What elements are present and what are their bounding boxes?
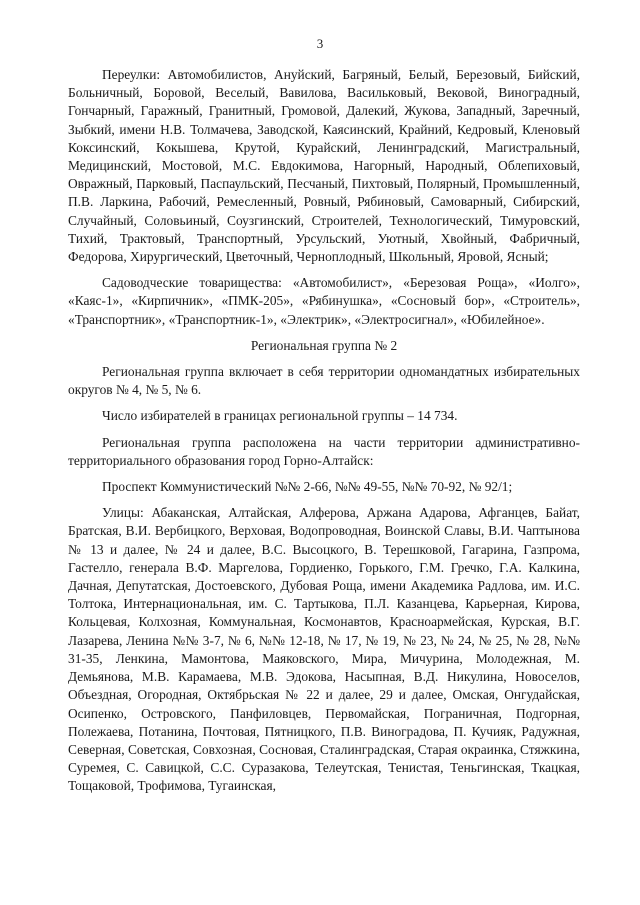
document-body: [68, 66, 580, 796]
gardens-paragraph: Садоводческие товарищества: «Автомобилист», «Березовая Роща», «Иолго», «Каяс-1», «Кирпичник», «ПМК-205», «Рябинушка», «Сосновый бор», «Строитель», «Транспортник», «Транспортник-1», «Электрик», «Электросигнал», «Юбилейное».: [68, 275, 580, 327]
streets-paragraph: Улицы: Абаканская, Алтайская, Алферова, Аржана Адарова, Афганцев, Байат, Братская, В.И. Вербицкого, Верховая, Водопроводная, Воинской Славы, В.И. Чаптынова № 13 и далее, № 24 и далее, В.С. Высоцкого, В. Терешковой, Гагарина, Газпрома, Гастелло, генерала В.Ф. Маргелова, Гордиенко, Горького, Г.М. Гречко, Г.А. Калкина, Дачная, Депутатская, Достоевского, Дубовая Роща, имени Академика Радлова, им. И.С. Толтока, Интернациональная, им. С. Тартыкова, П.Л. Казанцева, Карьерная, Кирова, Кольцевая, Колхозная, Коммунальная, Космонавтов, Красноармейская, Курская, В.Г. Лазарева, Ленина №№ 3-7, № 6, №№ 12-18, № 17, № 19, № 23, № 24, № 25, № 28, №№ 31-35, Ленкина, Мамонтова, Маяковского, Мира, Мичурина, Молодежная, М. Демьянова, М.В. Карамаева, М.В. Эдокова, Насыпная, В.Д. Никулина, Новоселов, Объездная, Огородная, Октябрьская № 22 и далее, 29 и далее, Омская, Онгудайская, Осипенко, Островского, Панфиловцев, Первомайская, Пограничная, Подгорная, Полежаева, Потанина, Почтовая, Пятницкого, П.В. Виноградова, П. Кучияк, Радужная, Северная, Советская, Совхозная, Сосновая, Сталинградская, Старая окраинка, Стяжкина, Суремея, С. Савицкой, С.С. Суразакова, Телеутская, Тенистая, Теньгинская, Ткацкая, Тощаковой, Трофимова, Тугаинская,: [68, 505, 580, 794]
group-heading: Региональная группа № 2: [250, 337, 398, 353]
voters-paragraph: Число избирателей в границах региональной группы – 14 734.: [102, 408, 458, 424]
location-paragraph: Региональная группа расположена на части территории административно-территориального образования город Горно-Алтайск:: [68, 434, 580, 468]
prospect-paragraph: Проспект Коммунистический №№ 2-66, №№ 49-55, №№ 70-92, № 92/1;: [102, 479, 513, 495]
lanes-paragraph: Переулки: Автомобилистов, Ануйский, Багряный, Белый, Березовый, Бийский, Больничный, Боровой, Веселый, Вавилова, Васильковый, Вековой, Виноградный, Гончарный, Гаражный, Гранитный, Громовой, Далекий, Жукова, Западный, Заречный, Зыбкий, имени Н.В. Толмачева, Заводской, Каясинский, Крайний, Кедровый, Кленовый Коксинский, Кокышева, Крутой, Курайский, Ленинградский, Магистральный, Медицинский, Мостовой, М.С. Евдокимова, Нагорный, Народный, Облепиховый, Овражный, Парковый, Паспаульский, Песчаный, Пихтовый, Полярный, Промышленный, П.В. Ларкина, Рабочий, Ремесленный, Ровный, Рябиновый, Самоварный, Сибирский, Случайный, Соловьиный, Соузгинский, Строителей, Технологический, Тимуровский, Тихий, Трактовый, Транспортный, Урсульский, Уютный, Хвойный, Фабричный, Федорова, Хирургический, Цветочный, Черноплодный, Школьный, Яровой, Ясный;: [68, 67, 580, 265]
group-includes-paragraph: Региональная группа включает в себя территории одномандатных избирательных округов № 4, № 5, № 6.: [68, 364, 580, 398]
page-number: 3: [316, 36, 324, 51]
